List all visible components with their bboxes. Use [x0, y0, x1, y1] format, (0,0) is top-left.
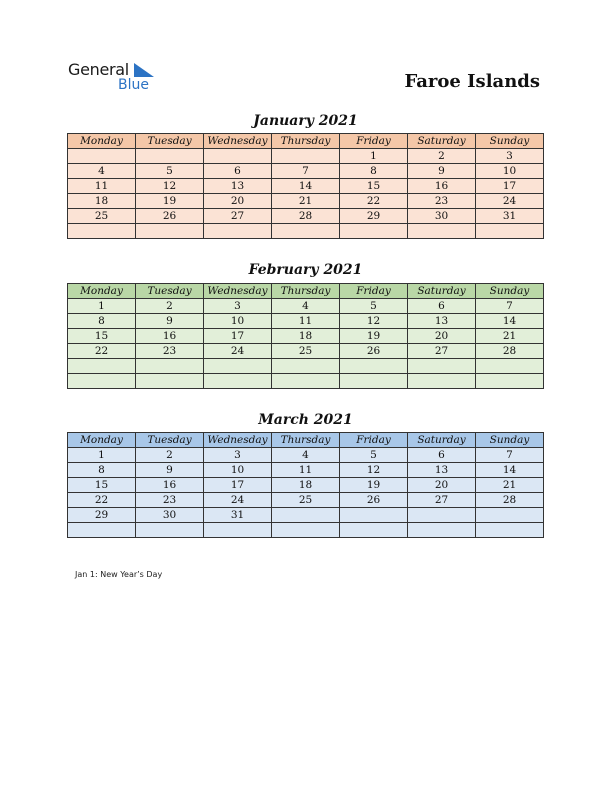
week-row	[68, 209, 544, 224]
day-cell	[136, 523, 204, 538]
day-cell	[476, 508, 544, 523]
weekday-header: Friday	[340, 134, 408, 149]
day-cell	[408, 224, 476, 239]
weekday-header: Tuesday	[136, 433, 204, 448]
weekday-header: Monday	[68, 134, 136, 149]
day-cell: 20	[408, 478, 476, 493]
day-cell	[408, 374, 476, 389]
day-cell: 19	[136, 194, 204, 209]
week-row	[68, 448, 544, 463]
weekday-header: Saturday	[408, 134, 476, 149]
day-cell: 19	[340, 478, 408, 493]
day-cell: 13	[408, 463, 476, 478]
day-cell: 6	[408, 448, 476, 463]
day-cell	[68, 149, 136, 164]
day-cell: 12	[340, 314, 408, 329]
day-cell: 17	[204, 478, 272, 493]
day-cell: 4	[272, 448, 340, 463]
day-cell: 15	[68, 478, 136, 493]
day-cell	[272, 523, 340, 538]
day-cell: 13	[408, 314, 476, 329]
day-cell	[204, 523, 272, 538]
day-cell	[272, 359, 340, 374]
day-cell: 8	[68, 314, 136, 329]
day-cell: 24	[204, 344, 272, 359]
day-cell: 28	[476, 493, 544, 508]
day-cell	[204, 374, 272, 389]
day-cell	[68, 374, 136, 389]
day-cell: 5	[340, 299, 408, 314]
day-cell: 18	[272, 329, 340, 344]
calendar-february	[67, 283, 544, 389]
day-cell: 9	[136, 463, 204, 478]
week-row	[68, 508, 544, 523]
weekday-header: Tuesday	[136, 284, 204, 299]
day-cell: 6	[204, 164, 272, 179]
day-cell	[340, 359, 408, 374]
day-cell: 3	[204, 299, 272, 314]
day-cell: 19	[340, 329, 408, 344]
day-cell	[136, 359, 204, 374]
day-cell: 4	[68, 164, 136, 179]
weekday-header-row	[68, 134, 544, 149]
day-cell: 10	[204, 463, 272, 478]
week-row	[68, 493, 544, 508]
month-title-march: March 2021	[258, 412, 353, 428]
day-cell: 20	[408, 329, 476, 344]
holidays-note: Jan 1: New Year’s Day	[75, 570, 163, 579]
month-title-january: January 2021	[253, 113, 358, 129]
day-cell: 11	[272, 463, 340, 478]
day-cell: 16	[136, 478, 204, 493]
day-cell: 5	[136, 164, 204, 179]
calendar-january	[67, 133, 544, 239]
day-cell: 26	[136, 209, 204, 224]
week-row	[68, 224, 544, 239]
day-cell: 24	[476, 194, 544, 209]
day-cell: 6	[408, 299, 476, 314]
day-cell: 31	[476, 209, 544, 224]
week-row	[68, 299, 544, 314]
day-cell	[272, 149, 340, 164]
day-cell	[476, 523, 544, 538]
day-cell	[204, 359, 272, 374]
day-cell: 1	[68, 448, 136, 463]
logo	[68, 60, 168, 100]
day-cell: 2	[136, 448, 204, 463]
day-cell: 17	[204, 329, 272, 344]
weekday-header: Sunday	[476, 134, 544, 149]
day-cell	[408, 523, 476, 538]
weekday-header: Thursday	[272, 433, 340, 448]
day-cell	[136, 224, 204, 239]
day-cell: 7	[476, 448, 544, 463]
day-cell: 22	[68, 493, 136, 508]
day-cell: 21	[476, 478, 544, 493]
day-cell: 20	[204, 194, 272, 209]
day-cell: 21	[272, 194, 340, 209]
week-row	[68, 344, 544, 359]
day-cell: 15	[340, 179, 408, 194]
day-cell	[408, 359, 476, 374]
weekday-header: Monday	[68, 433, 136, 448]
day-cell: 14	[272, 179, 340, 194]
weekday-header: Saturday	[408, 433, 476, 448]
day-cell: 22	[68, 344, 136, 359]
day-cell	[68, 224, 136, 239]
day-cell: 23	[408, 194, 476, 209]
week-row	[68, 194, 544, 209]
day-cell: 9	[408, 164, 476, 179]
day-cell	[68, 359, 136, 374]
country-title: Faroe Islands	[404, 71, 540, 92]
day-cell: 29	[68, 508, 136, 523]
weekday-header: Wednesday	[204, 134, 272, 149]
weekday-header: Sunday	[476, 433, 544, 448]
day-cell: 2	[408, 149, 476, 164]
day-cell: 27	[408, 344, 476, 359]
day-cell: 16	[408, 179, 476, 194]
day-cell: 28	[272, 209, 340, 224]
day-cell	[408, 508, 476, 523]
weekday-header: Monday	[68, 284, 136, 299]
day-cell: 7	[272, 164, 340, 179]
day-cell: 26	[340, 493, 408, 508]
day-cell: 11	[68, 179, 136, 194]
day-cell: 13	[204, 179, 272, 194]
day-cell: 11	[272, 314, 340, 329]
day-cell: 16	[136, 329, 204, 344]
calendar-march	[67, 432, 544, 538]
logo-flag-icon	[134, 63, 154, 77]
logo-blue-text: Blue	[118, 77, 149, 93]
day-cell: 27	[204, 209, 272, 224]
day-cell: 3	[204, 448, 272, 463]
week-row	[68, 149, 544, 164]
day-cell: 1	[68, 299, 136, 314]
logo-general-text: General	[68, 60, 129, 79]
day-cell: 23	[136, 344, 204, 359]
day-cell: 24	[204, 493, 272, 508]
day-cell	[476, 374, 544, 389]
weekday-header: Friday	[340, 284, 408, 299]
day-cell	[340, 508, 408, 523]
day-cell	[136, 374, 204, 389]
day-cell: 18	[68, 194, 136, 209]
day-cell: 12	[340, 463, 408, 478]
day-cell: 25	[68, 209, 136, 224]
day-cell: 25	[272, 493, 340, 508]
month-title-february: February 2021	[248, 262, 363, 278]
day-cell: 14	[476, 463, 544, 478]
day-cell: 9	[136, 314, 204, 329]
day-cell: 26	[340, 344, 408, 359]
day-cell	[272, 374, 340, 389]
day-cell: 3	[476, 149, 544, 164]
week-row	[68, 164, 544, 179]
week-row	[68, 523, 544, 538]
day-cell	[68, 523, 136, 538]
weekday-header-row	[68, 433, 544, 448]
day-cell: 7	[476, 299, 544, 314]
day-cell: 14	[476, 314, 544, 329]
week-row	[68, 478, 544, 493]
week-row	[68, 314, 544, 329]
day-cell: 8	[68, 463, 136, 478]
week-row	[68, 359, 544, 374]
day-cell	[476, 359, 544, 374]
day-cell: 5	[340, 448, 408, 463]
weekday-header: Sunday	[476, 284, 544, 299]
day-cell-holiday: 1	[340, 149, 408, 164]
day-cell: 15	[68, 329, 136, 344]
day-cell	[476, 224, 544, 239]
week-row	[68, 329, 544, 344]
day-cell: 8	[340, 164, 408, 179]
day-cell: 30	[136, 508, 204, 523]
day-cell: 27	[408, 493, 476, 508]
day-cell: 21	[476, 329, 544, 344]
day-cell: 10	[476, 164, 544, 179]
weekday-header: Thursday	[272, 134, 340, 149]
week-row	[68, 463, 544, 478]
day-cell	[340, 224, 408, 239]
day-cell: 17	[476, 179, 544, 194]
week-row	[68, 179, 544, 194]
day-cell: 22	[340, 194, 408, 209]
day-cell: 18	[272, 478, 340, 493]
weekday-header: Saturday	[408, 284, 476, 299]
day-cell	[272, 508, 340, 523]
weekday-header-row	[68, 284, 544, 299]
day-cell: 30	[408, 209, 476, 224]
day-cell: 29	[340, 209, 408, 224]
day-cell: 25	[272, 344, 340, 359]
day-cell	[340, 523, 408, 538]
weekday-header: Friday	[340, 433, 408, 448]
weekday-header: Tuesday	[136, 134, 204, 149]
weekday-header: Thursday	[272, 284, 340, 299]
weekday-header: Wednesday	[204, 284, 272, 299]
day-cell	[204, 149, 272, 164]
week-row	[68, 374, 544, 389]
day-cell: 28	[476, 344, 544, 359]
day-cell: 23	[136, 493, 204, 508]
day-cell	[204, 224, 272, 239]
day-cell: 10	[204, 314, 272, 329]
day-cell	[340, 374, 408, 389]
day-cell: 4	[272, 299, 340, 314]
weekday-header: Wednesday	[204, 433, 272, 448]
day-cell: 12	[136, 179, 204, 194]
day-cell: 31	[204, 508, 272, 523]
day-cell: 2	[136, 299, 204, 314]
day-cell	[136, 149, 204, 164]
day-cell	[272, 224, 340, 239]
